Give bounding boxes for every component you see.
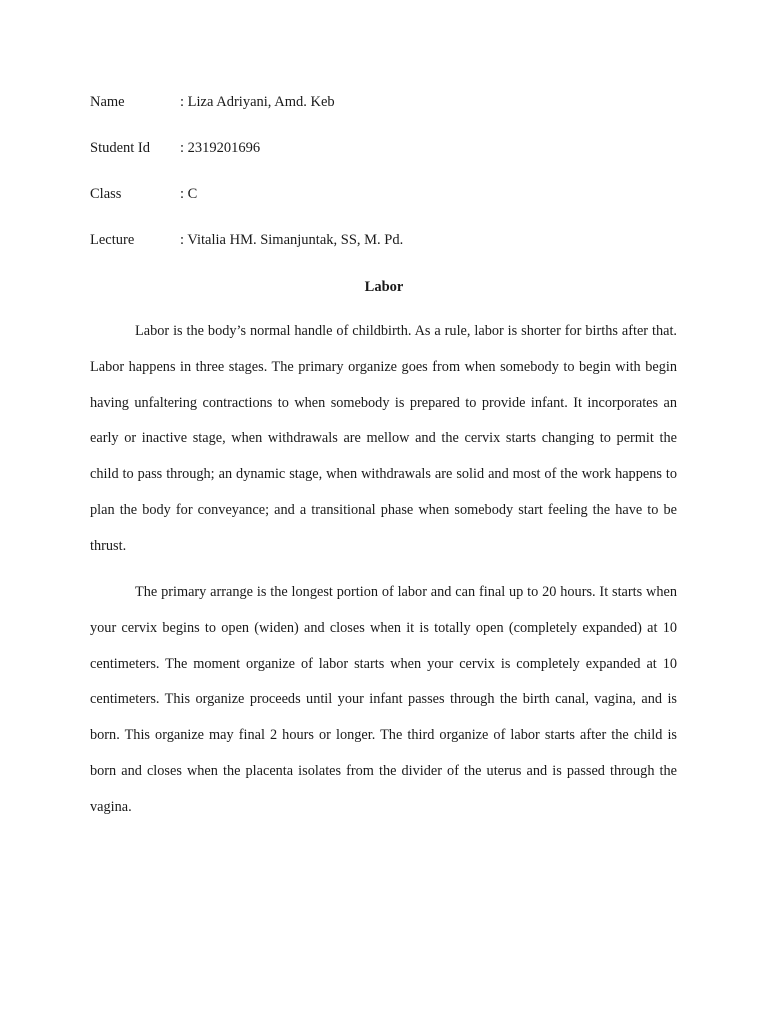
paragraph-2: The primary arrange is the longest portion of labor and can final up to 20 hours. It starts when your cervix begins to open (widen) and closes when it is totally open (completely expanded) at 10 centimeters. The moment organize of labor starts when your cervix is completely expanded at 10 centimeters. This organize proceeds until your infant passes through the birth canal, vagina, and is born. This organize may final 2 hours or longer. The third organize of labor starts after the child is born and closes when the placenta isolates from the divider of the uterus and is passed through the vagina. [90, 584, 677, 815]
lecture-label: Lecture [90, 232, 135, 248]
lecture-row [90, 231, 403, 249]
name-label: Name [90, 94, 125, 110]
student-id-label: Student Id [90, 140, 151, 156]
lecture-value: : Vitalia HM. Simanjuntak, SS, M. Pd. [180, 232, 404, 248]
document-title: Labor [364, 279, 404, 295]
class-row [90, 185, 197, 203]
paragraph-1: Labor is the body’s normal handle of childbirth. As a rule, labor is shorter for births after that. Labor happens in three stages. The primary organize goes from when somebody to begin with begin having unfaltering contractions to when somebody is prepared to provide infant. It incorporates an early or inactive stage, when withdrawals are mellow and the cervix starts changing to permit the child to pass through; an dynamic stage, when withdrawals are solid and most of the work happens to plan the body for conveyance; and a transitional phase when somebody start feeling the have to be thrust. [90, 323, 677, 554]
name-value: : Liza Adriyani, Amd. Keb [180, 94, 335, 110]
student-id-value: : 2319201696 [180, 140, 261, 156]
student-id-row [90, 139, 260, 157]
class-label: Class [90, 186, 122, 202]
class-value: : C [180, 186, 198, 202]
name-row [90, 93, 335, 111]
